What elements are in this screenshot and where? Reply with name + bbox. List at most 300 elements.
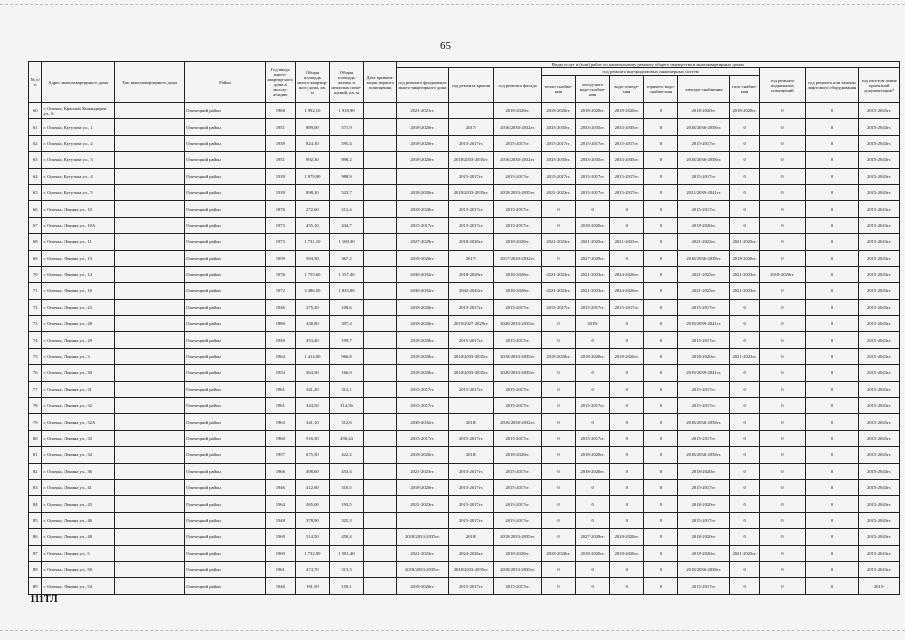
cell-docs: 2015-2043гг.: [859, 381, 900, 397]
cell-cold-water: 2021-2023гг.: [576, 234, 610, 250]
cell-gas: 0: [730, 447, 760, 463]
cell-cold-water: 2027-2029гг.: [576, 250, 610, 266]
cell-privatization-date: [364, 414, 397, 430]
cell-sewer: 0: [610, 512, 644, 528]
col-docs: год изготов-ления проектной документации*: [859, 68, 900, 103]
cell-sewer: 0: [610, 561, 644, 577]
cell-facade: 2017/2030-2032гг.: [494, 250, 542, 266]
cell-gas: 0: [730, 184, 760, 200]
cell-hot-water: 0: [644, 266, 678, 282]
cell-facade: 2015-2017гг.: [494, 430, 542, 446]
cell-area-total: 412,60: [295, 479, 329, 495]
cell-basement: 0: [760, 529, 806, 545]
cell-district: Опочецкий район: [185, 512, 266, 528]
cell-roof: [448, 103, 494, 119]
cell-basement: 0: [760, 135, 806, 151]
cell-district: Опочецкий район: [185, 545, 266, 561]
table-row: [29, 398, 900, 414]
cell-year: 1961: [265, 561, 295, 577]
cell-heat: 2018-2020гг.: [541, 545, 575, 561]
cell-electric: 2015-2017гг.: [678, 430, 730, 446]
cell-hot-water: 0: [644, 250, 678, 266]
cell-cold-water: 2033-2035гг.: [576, 152, 610, 168]
cell-year: 1946: [265, 578, 295, 594]
cell-address: г. Опочка, Ленина ул., 10: [42, 201, 114, 217]
cell-num: 60: [29, 103, 42, 119]
cell-basement: 0: [760, 561, 806, 577]
cell-elevator: 0: [805, 496, 859, 512]
cell-num: 70: [29, 266, 42, 282]
cell-type: [114, 266, 184, 282]
cell-area-total: 889,00: [295, 119, 329, 135]
cell-address: г. Опочка, Кутузова ул., 3: [42, 152, 114, 168]
cell-hot-water: 0: [644, 217, 678, 233]
cell-gas: 2018-2020гг.: [730, 103, 760, 119]
cell-hot-water: 0: [644, 103, 678, 119]
cell-sewer: 2015-2017гг.: [610, 299, 644, 315]
cell-foundation: [397, 168, 449, 184]
cell-type: [114, 398, 184, 414]
cell-district: Опочецкий район: [185, 398, 266, 414]
cell-electric: 2018-2020гг.: [678, 463, 730, 479]
cell-docs: 2015-2043гг.: [859, 217, 900, 233]
col-foundation: год ремонта фундамента много-квартирного дома: [397, 68, 449, 103]
cell-hot-water: 0: [644, 168, 678, 184]
cell-num: 86: [29, 529, 42, 545]
cell-year: 1964: [265, 496, 295, 512]
cell-type: [114, 217, 184, 233]
table-row: [29, 463, 900, 479]
cell-facade: 2015-2017гг.: [494, 463, 542, 479]
cell-year: 1949: [265, 332, 295, 348]
cell-cold-water: 2018-2020гг.: [576, 348, 610, 364]
cell-address: г. Опочка, Ленина ул., 28: [42, 316, 114, 332]
cell-gas: 0: [730, 463, 760, 479]
cell-basement: 0: [760, 250, 806, 266]
cell-foundation: 2015-2017гг.: [397, 381, 449, 397]
cell-area-living: 458,24: [329, 430, 363, 446]
cell-num: 61: [29, 119, 42, 135]
cell-area-living: 108,6: [329, 299, 363, 315]
cell-cold-water: 2018-2020гг.: [576, 463, 610, 479]
cell-docs: 2015-2043гг.: [859, 463, 900, 479]
cell-sewer: 0: [610, 463, 644, 479]
cell-basement: 0: [760, 217, 806, 233]
cell-num: 66: [29, 201, 42, 217]
cell-area-living: 212,4: [329, 201, 363, 217]
cell-area-total: 272,60: [295, 201, 329, 217]
table-row: [29, 217, 900, 233]
cell-gas: 2021-2023гг.: [730, 348, 760, 364]
cell-roof: 2015-2017гг.: [448, 135, 494, 151]
cell-elevator: 0: [805, 398, 859, 414]
cell-sewer: 0: [610, 578, 644, 594]
cell-basement: 0: [760, 119, 806, 135]
cell-electric: 2015-2017гг.: [678, 381, 730, 397]
cell-district: Опочецкий район: [185, 299, 266, 315]
cell-cold-water: 2018-2020гг.: [576, 447, 610, 463]
cell-cold-water: 2019/: [576, 316, 610, 332]
cell-basement: 0: [760, 184, 806, 200]
cell-address: г. Опочка, Ленина ул., 46: [42, 512, 114, 528]
cell-gas: 2021-2023гг.: [730, 266, 760, 282]
cell-cold-water: 0: [576, 332, 610, 348]
cell-district: Опочецкий район: [185, 283, 266, 299]
cell-privatization-date: [364, 316, 397, 332]
cell-district: Опочецкий район: [185, 250, 266, 266]
cell-foundation: 2018-2020гг.: [397, 299, 449, 315]
cell-district: Опочецкий район: [185, 234, 266, 250]
cell-elevator: 0: [805, 299, 859, 315]
cell-privatization-date: [364, 168, 397, 184]
cell-year: 1969: [265, 529, 295, 545]
cell-num: 84: [29, 496, 42, 512]
cell-roof: 2015-2017гг.: [448, 430, 494, 446]
table-row: [29, 447, 900, 463]
cell-privatization-date: [364, 398, 397, 414]
cell-address: г. Опочка, Ленина ул., 54: [42, 578, 114, 594]
cell-hot-water: 0: [644, 316, 678, 332]
cell-heat: 0: [541, 217, 575, 233]
cell-cold-water: 0: [576, 381, 610, 397]
cell-heat: 2021-2023гг.: [541, 283, 575, 299]
cell-area-total: 438,80: [295, 316, 329, 332]
cell-heat: 2033-2035гг.: [541, 152, 575, 168]
col-elevator: год ремонта или замены лифтового оборудования: [805, 68, 859, 103]
cell-cold-water: 0: [576, 512, 610, 528]
cell-num: 83: [29, 479, 42, 495]
cell-privatization-date: [364, 578, 397, 594]
cell-heat: 0: [541, 201, 575, 217]
cell-sewer: 2015-2017гг.: [610, 168, 644, 184]
cell-elevator: 0: [805, 381, 859, 397]
cell-sewer: 2015-2017гг.: [610, 135, 644, 151]
cell-roof: 2015-2017гг.: [448, 299, 494, 315]
cell-electric: 2018/2036-2038гг.: [678, 250, 730, 266]
cell-roof: 2018/2033-2035гг.: [448, 152, 494, 168]
scan-edge-top: [0, 0, 905, 5]
cell-year: 1939: [265, 184, 295, 200]
cell-year: 1972: [265, 283, 295, 299]
cell-elevator: 0: [805, 217, 859, 233]
cell-sewer: 0: [610, 217, 644, 233]
cell-gas: 0: [730, 512, 760, 528]
cell-district: Опочецкий район: [185, 266, 266, 282]
cell-gas: 0: [730, 316, 760, 332]
cell-facade: 2015-2017гг.: [494, 168, 542, 184]
cell-year: 1948: [265, 512, 295, 528]
cell-docs: 2015-2043гг.: [859, 168, 900, 184]
cell-cold-water: 2015-2017гг.: [576, 184, 610, 200]
cell-facade: 2020/2033-2035гг.: [494, 365, 542, 381]
cell-sewer: 2021-2023гг.: [610, 234, 644, 250]
cell-heat: 0: [541, 578, 575, 594]
cell-district: Опочецкий район: [185, 561, 266, 577]
cell-cold-water: 0: [576, 578, 610, 594]
cell-address: г. Опочка, Ленина ул., 23: [42, 299, 114, 315]
col-district: Район: [185, 62, 266, 103]
cell-roof: 2018/: [448, 414, 494, 430]
cell-sewer: 0: [610, 479, 644, 495]
table-row: [29, 365, 900, 381]
cell-num: 85: [29, 512, 42, 528]
cell-address: г. Опочка, Кутузова ул., 5: [42, 184, 114, 200]
cell-year: 1959: [265, 250, 295, 266]
cell-electric: 2015-2017гг.: [678, 201, 730, 217]
cell-privatization-date: [364, 496, 397, 512]
table-row: [29, 103, 900, 119]
cell-roof: 2018/2033-2035гг.: [448, 365, 494, 381]
cell-hot-water: 0: [644, 299, 678, 315]
cell-docs: 2015-2043гг.: [859, 234, 900, 250]
cell-gas: 0: [730, 381, 760, 397]
cell-address: г. Опочка, Ленина ул., 14: [42, 266, 114, 282]
cell-sewer: 0: [610, 398, 644, 414]
cell-roof: 2018/: [448, 447, 494, 463]
cell-district: Опочецкий район: [185, 529, 266, 545]
cell-district: Опочецкий район: [185, 348, 266, 364]
cell-type: [114, 283, 184, 299]
cell-year: 1968: [265, 103, 295, 119]
cell-num: 75: [29, 348, 42, 364]
cell-basement: 0: [760, 316, 806, 332]
cell-address: г. Опочка, Ленина ул., 45: [42, 496, 114, 512]
cell-area-living: 166,9: [329, 365, 363, 381]
cell-sewer: 2024-2026гг.: [610, 283, 644, 299]
cell-electric: 2018/2036-2038гг.: [678, 447, 730, 463]
cell-district: Опочецкий район: [185, 479, 266, 495]
cell-basement: 0: [760, 479, 806, 495]
cell-facade: 2015-2017гг.: [494, 512, 542, 528]
cell-area-living: 1 918,90: [329, 103, 363, 119]
cell-area-living: 450,4: [329, 529, 363, 545]
table-body: [29, 103, 900, 595]
cell-facade: 2020/2033-2035гг.: [494, 316, 542, 332]
cell-elevator: 0: [805, 561, 859, 577]
cell-area-total: 394,30: [295, 250, 329, 266]
cell-hot-water: 0: [644, 398, 678, 414]
cell-roof: 2018/2033-2035гг.: [448, 348, 494, 364]
cell-type: [114, 152, 184, 168]
cell-address: г. Опочка, Ленина ул., 41: [42, 479, 114, 495]
cell-privatization-date: [364, 381, 397, 397]
cell-roof: 2018-2020гг.: [448, 234, 494, 250]
cell-num: 68: [29, 234, 42, 250]
cell-cold-water: 2018-2020гг.: [576, 217, 610, 233]
cell-roof: 2015-2017гг.: [448, 332, 494, 348]
cell-foundation: 2018-2020гг.: [397, 447, 449, 463]
cell-foundation: 2030-2032гг.: [397, 414, 449, 430]
cell-elevator: 0: [805, 430, 859, 446]
cell-hot-water: 0: [644, 234, 678, 250]
cell-basement: 0: [760, 447, 806, 463]
cell-sewer: 0: [610, 414, 644, 430]
col-group-title: Виды услуг и (или) работ по капитальному ремонту общего имущества в многоквартирных домах: [397, 62, 900, 68]
cell-foundation: 2018-2020гг.: [397, 250, 449, 266]
cell-gas: 0: [730, 398, 760, 414]
page-number: 65: [440, 40, 451, 52]
cell-area-total: 498,60: [295, 463, 329, 479]
cell-foundation: 2018-2020гг.: [397, 578, 449, 594]
cell-privatization-date: [364, 283, 397, 299]
cell-gas: 0: [730, 135, 760, 151]
cell-docs: 2015-2043гг.: [859, 332, 900, 348]
cell-address: г. Опочка, Ленина ул., 32А: [42, 414, 114, 430]
cell-num: 62: [29, 135, 42, 151]
cell-roof: 2019/2027-2029гг.: [448, 316, 494, 332]
cell-heat: 2015-2017гг.: [541, 135, 575, 151]
cell-address: г. Опочка, Ленина ул., 3: [42, 348, 114, 364]
cell-area-total: 1 992,10: [295, 103, 329, 119]
cell-num: 76: [29, 365, 42, 381]
cell-foundation: 2018-2020гг.: [397, 332, 449, 348]
cell-type: [114, 299, 184, 315]
table-row: [29, 496, 900, 512]
cell-area-total: 1 412,00: [295, 348, 329, 364]
cell-facade: 2015-2017гг.: [494, 135, 542, 151]
table-row: [29, 201, 900, 217]
cell-hot-water: 0: [644, 463, 678, 479]
table-row: [29, 479, 900, 495]
cell-cold-water: 2015-2017гг.: [576, 168, 610, 184]
cell-basement: 0: [760, 103, 806, 119]
cell-district: Опочецкий район: [185, 316, 266, 332]
cell-year: 1960: [265, 430, 295, 446]
cell-privatization-date: [364, 430, 397, 446]
cell-docs: 2015-2043гг.: [859, 283, 900, 299]
cell-type: [114, 184, 184, 200]
cell-heat: 0: [541, 496, 575, 512]
cell-gas: 0: [730, 119, 760, 135]
cell-privatization-date: [364, 299, 397, 315]
cell-year: 1973: [265, 217, 295, 233]
cell-privatization-date: [364, 234, 397, 250]
cell-facade: 2015-2017гг.: [494, 332, 542, 348]
cell-hot-water: 0: [644, 479, 678, 495]
table-row: [29, 414, 900, 430]
cell-docs: 2015-2043гг.: [859, 348, 900, 364]
cell-roof: 2017/: [448, 119, 494, 135]
cell-area-total: 264,30: [295, 365, 329, 381]
cell-area-living: 325,3: [329, 512, 363, 528]
cell-year: 1976: [265, 266, 295, 282]
cell-heat: 0: [541, 561, 575, 577]
cell-facade: 2015-2017гг.: [494, 578, 542, 594]
col-cold-water: холод-ного водо-снабже-ния: [576, 76, 610, 103]
cell-hot-water: 0: [644, 578, 678, 594]
cell-basement: 0: [760, 463, 806, 479]
cell-foundation: 2021-2023гг.: [397, 496, 449, 512]
table-row: [29, 348, 900, 364]
cell-hot-water: 0: [644, 430, 678, 446]
cell-cold-water: 0: [576, 561, 610, 577]
cell-foundation: 2030-2032гг.: [397, 266, 449, 282]
cell-address: г. Опочка, Ленина ул., 10А: [42, 217, 114, 233]
cell-elevator: 0: [805, 463, 859, 479]
cell-type: [114, 168, 184, 184]
cell-privatization-date: [364, 119, 397, 135]
cell-heat: 2015-2017гг.: [541, 299, 575, 315]
cell-basement: 0: [760, 381, 806, 397]
cell-address: г. Опочка, Ленина ул., 33: [42, 430, 114, 446]
cell-hot-water: 0: [644, 414, 678, 430]
cell-heat: 2021-2023гг.: [541, 266, 575, 282]
cell-foundation: 2018-2020гг.: [397, 119, 449, 135]
cell-elevator: 0: [805, 250, 859, 266]
cell-privatization-date: [364, 545, 397, 561]
cell-heat: 2033-2035гг.: [541, 119, 575, 135]
cell-facade: 2018-2020гг.: [494, 103, 542, 119]
cell-docs: 2015-2043гг.: [859, 496, 900, 512]
col-num: № п/п: [29, 62, 42, 103]
cell-year: 1973: [265, 234, 295, 250]
cell-type: [114, 316, 184, 332]
cell-heat: 0: [541, 332, 575, 348]
cell-foundation: 2030-2032гг.: [397, 283, 449, 299]
cell-sewer: 2024-2026гг.: [610, 266, 644, 282]
cell-type: [114, 201, 184, 217]
col-electric: электро-снабжения: [678, 76, 730, 103]
cell-type: [114, 561, 184, 577]
cell-district: Опочецкий район: [185, 414, 266, 430]
cell-elevator: 0: [805, 512, 859, 528]
cell-facade: 2016/2030-2032гг.: [494, 119, 542, 135]
cell-address: г. Опочка, Ленина ул., 36: [42, 463, 114, 479]
cell-year: 1966: [265, 463, 295, 479]
cell-num: 78: [29, 398, 42, 414]
cell-address: г. Опочка, Ленина ул., 11: [42, 234, 114, 250]
cell-sewer: 2018-2020гг.: [610, 545, 644, 561]
cell-num: 87: [29, 545, 42, 561]
cell-roof: 2015-2017гг.: [448, 512, 494, 528]
cell-type: [114, 479, 184, 495]
cell-foundation: 2018/2033-2035гг.: [397, 561, 449, 577]
cell-gas: 0: [730, 414, 760, 430]
cell-type: [114, 430, 184, 446]
cell-electric: 2015-2017гг.: [678, 299, 730, 315]
cell-sewer: 2018-2020гг.: [610, 348, 644, 364]
cell-cold-water: 2015-2017гг.: [576, 430, 610, 446]
cell-area-living: 453,4: [329, 463, 363, 479]
cell-foundation: 2018-2020гг.: [397, 201, 449, 217]
cell-electric: 2021-2023гг.: [678, 283, 730, 299]
cell-cold-water: 2015-2017гг.: [576, 135, 610, 151]
cell-sewer: 0: [610, 430, 644, 446]
cell-address: г. Опочка, Кутузова ул., 2: [42, 135, 114, 151]
cell-docs: 2015-2043гг.: [859, 316, 900, 332]
table-row: [29, 299, 900, 315]
cell-address: г. Опочка, Кутузова ул., 4: [42, 168, 114, 184]
cell-gas: 2021-2023гг.: [730, 545, 760, 561]
repair-schedule-table: [28, 61, 900, 595]
cell-hot-water: 0: [644, 283, 678, 299]
cell-type: [114, 250, 184, 266]
cell-elevator: 0: [805, 103, 859, 119]
cell-sewer: 2033-2035гг.: [610, 119, 644, 135]
cell-district: Опочецкий район: [185, 217, 266, 233]
cell-area-living: 312,6: [329, 414, 363, 430]
cell-facade: 2015-2017гг.: [494, 479, 542, 495]
cell-heat: 0: [541, 430, 575, 446]
cell-area-living: 313,3: [329, 561, 363, 577]
cell-year: 1961: [265, 381, 295, 397]
cell-area-total: 992,30: [295, 152, 329, 168]
cell-foundation: 2018/2033-2035гг.: [397, 529, 449, 545]
cell-hot-water: 0: [644, 447, 678, 463]
cell-area-living: 1 581,40: [329, 545, 363, 561]
cell-district: Опочецкий район: [185, 119, 266, 135]
cell-docs: 2015-2043гг.: [859, 299, 900, 315]
